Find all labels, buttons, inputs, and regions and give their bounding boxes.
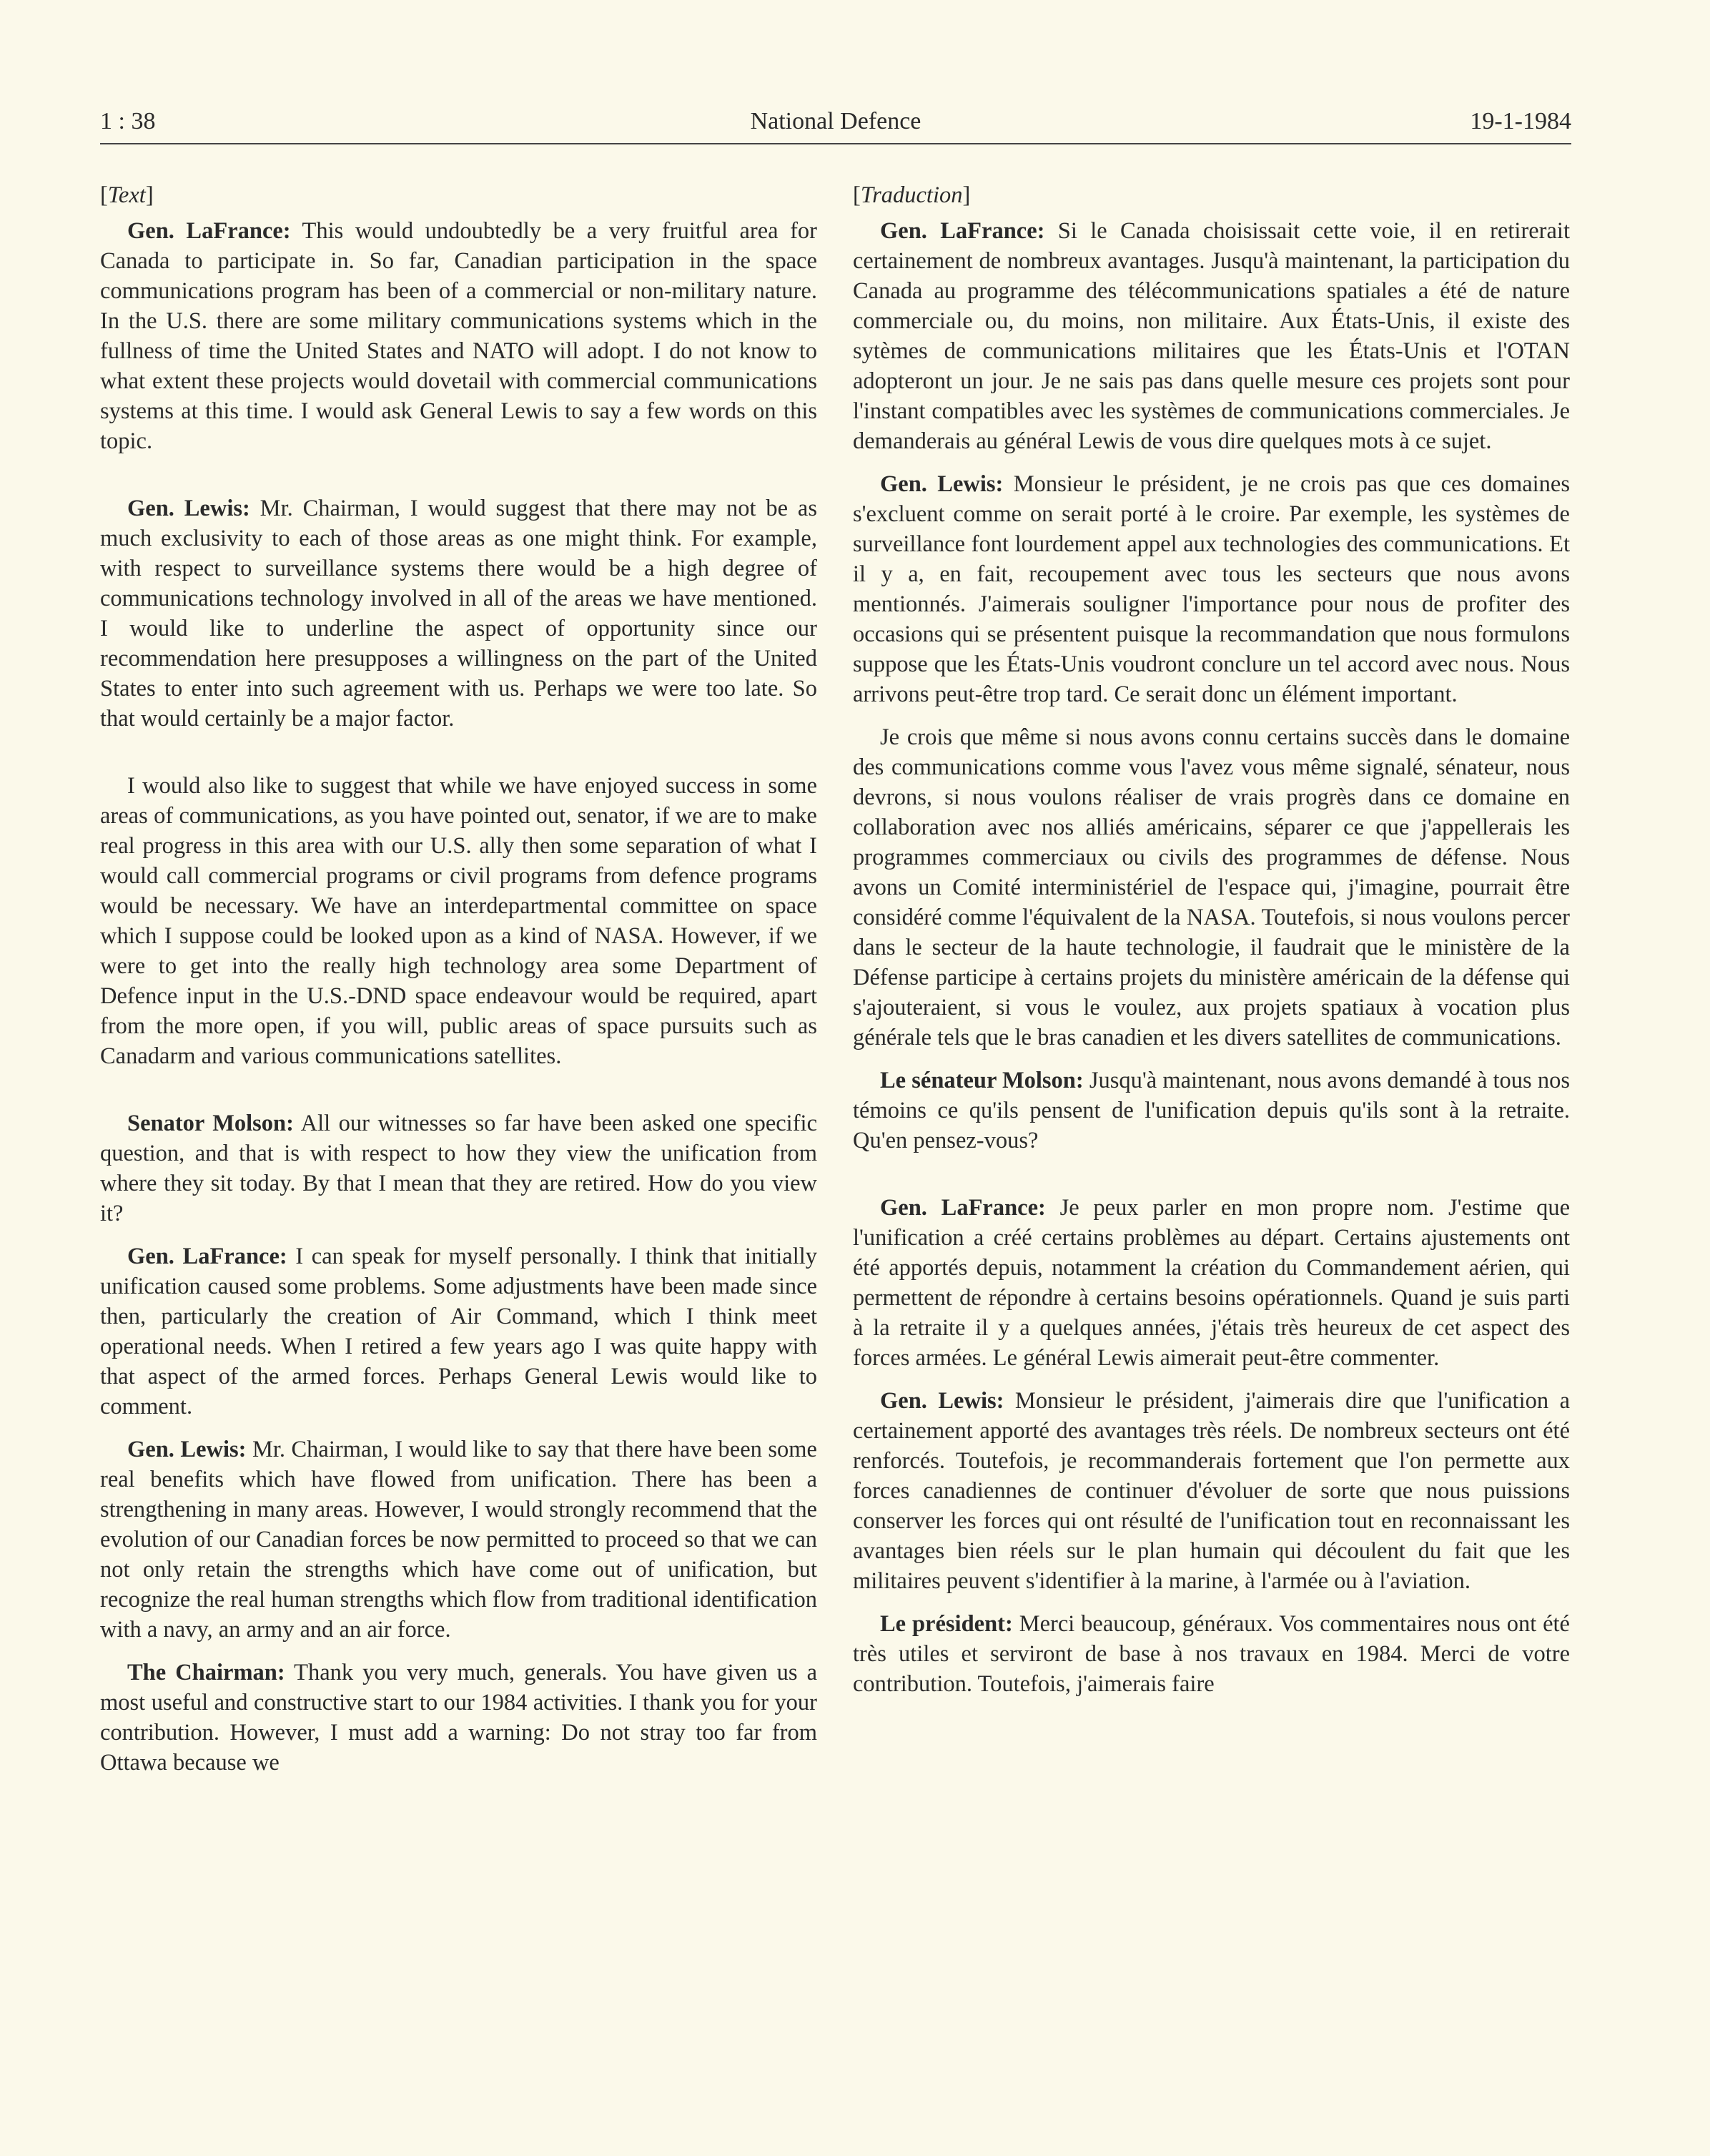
text-tag: [Text] [100,182,154,208]
paragraph-text: Jusqu'à maintenant, nous avons demandé à tous nos témoins ce qu'ils pensent de l'unification depuis qu'ils sont à la retraite. Qu'en pensez-vous? [853,1068,1570,1153]
paragraph [100,1241,817,1422]
paragraph-text: I would also like to suggest that while we have enjoyed success in some areas of communications, as you have pointed out, senator, if we are to make real progress in this area with our U.S. ally then some separation of what I would call commercial programs or civil programs from defence programs would be necessary. We have an interdepartmental committee on space which I suppose could be looked upon as a kind of NASA. However, if we were to get into the really high technology area some Department of Defence input in the U.S.-DND space endeavour would be required, apart from the more open, if you will, public areas of space pursuits such as Canadarm and various communications satellites. [100,773,817,1069]
speaker-name: Gen. LaFrance: [880,1195,1046,1221]
header-date: 19-1-1984 [1470,108,1571,134]
paragraph [853,1609,1570,1699]
paragraph-text: Monsieur le président, j'aimerais dire que l'unification a certainement apporté des avantages très réels. De nombreux secteurs ont été renforcés. Toutefois, je recommanderais fortement que l'on permette aux forces canadiennes de continuer d'évoluer de sorte que nous puissions conserver les forces qui ont résulté de l'unification tout en reconnaissant les avantages bien réels sur le plan humain qui découlent du fait que les militaires peuvent s'identifier à la marine, à l'armée ou à l'aviation. [853,1388,1570,1594]
paragraph [100,493,817,734]
header-title: National Defence [750,108,921,134]
speaker-name: Senator Molson: [127,1111,294,1136]
paragraph [100,216,817,456]
paragraph [100,1658,817,1778]
paragraph-text: Merci beaucoup, généraux. Vos commentaires nous ont été très utiles et serviront de base à nos travaux en 1984. Merci de votre contribution. Toutefois, j'aimerais faire [853,1611,1570,1697]
speaker-name: Le sénateur Molson: [880,1068,1084,1093]
paragraph [853,469,1570,709]
paragraph-text: Je peux parler en mon propre nom. J'estime que l'unification a créé certains problèmes au départ. Certains ajustements ont été apportés depuis, notamment la création du Commandement aérien, qui permettent de répondre à certains besoins opérationnels. Quand je suis parti à la retraite il y a quelques années, j'étais très heureux de cet aspect des forces armées. Le général Lewis aimerait peut-être commenter. [853,1195,1571,1371]
paragraph-text: Monsieur le président, je ne crois pas que ces domaines s'excluent comme on serait porté à le croire. Par exemple, les systèmes de surveillance font lourdement appel aux technologies des communications. Et il y a, en fait, recoupement avec tous les secteurs que nous avons mentionnés. J'aimerais souligner l'importance pour nous de profiter des occasions qui se présentent puisque la recommandation que nous formulons suppose que les États-Unis voudront conclure un tel accord avec nous. Nous arrivons peut-être trop tard. Ce serait donc un élément important. [853,471,1570,707]
paragraph [853,216,1570,456]
speaker-name: Gen. Lewis: [127,496,250,521]
speaker-name: Le président: [880,1611,1013,1637]
speaker-name: Gen. Lewis: [880,1388,1004,1414]
paragraph [100,1108,817,1229]
paragraph-text: All our witnesses so far have been asked one specific question, and that is with respect to how they view the unification from where they sit today. By that I mean that they are retired. How do you view it? [100,1111,817,1226]
paragraph-text: Je crois que même si nous avons connu certains succès dans le domaine des communications comme vous l'avez vous même signalé, sénateur, nous devrons, si nous voulons réaliser de vrais progrès dans ce domaine en collaboration avec nos alliés américains, séparer ce que j'appellerais les programmes commerciaux ou civils des programmes de défense. Nous avons un Comité interministériel de l'espace qui, j'imagine, pourrait être considéré comme l'équivalent de la NASA. Toutefois, si nous voulons percer dans le secteur de la haute technologie, il faudrait que le ministère de la Défense participe à certains projets du ministère américain de la défense qui s'ajouteraient, si vous le voulez, aux projets spatiaux à vocation plus générale tels que le bras canadien et les divers satellites de communications. [853,724,1570,1050]
french-column [853,180,1570,1712]
paragraph [100,1434,817,1645]
speaker-name: The Chairman: [127,1660,285,1685]
paragraph [853,1065,1570,1156]
paragraph [853,1386,1570,1596]
paragraph-text: I can speak for myself personally. I think that initially unification caused some problems. Some adjustments have been made since then, particularly the creation of Air Command, which I think meet operational needs. When I retired a few years ago I was quite happy with that aspect of the armed forces. Perhaps General Lewis would like to comment. [100,1244,818,1419]
speaker-name: Gen. LaFrance: [127,1244,287,1269]
paragraph [853,1193,1570,1373]
traduction-tag: [Traduction] [853,182,971,208]
english-column [100,180,817,1791]
speaker-name: Gen. LaFrance: [127,218,291,244]
paragraph [100,771,817,1071]
paragraph-text: Si le Canada choisissait cette voie, il en retirerait certainement de nombreux avantages. Jusqu'à maintenant, la participation du Canada au programme des télécommunications spatiales a été de nature commerciale ou, du moins, non militaire. Aux États-Unis, il existe des sytèmes de communications militaires que les États-Unis et l'OTAN adopteront un jour. Je ne sais pas dans quelle mesure ces projets sont pour l'instant compatibles avec les systèmes de communications commerciales. Je demanderais au général Lewis de vous dire quelques mots à ce sujet. [853,218,1570,454]
page-number: 1 : 38 [100,108,156,134]
speaker-name: Gen. LaFrance: [880,218,1045,244]
header-rule [100,143,1571,144]
paragraph-text: This would undoubtedly be a very fruitful area for Canada to participate in. So far, Canadian participation in the space communications program has been of a commercial or non-military nature. In the U.S. there are some military communications systems which in the fullness of time the United States and NATO will adopt. I do not know to what extent these projects would dovetail with commercial communications systems at this time. I would ask General Lewis to say a few words on this topic. [100,218,818,454]
paragraph [853,722,1570,1053]
running-header [100,106,1571,137]
paragraph-text: Thank you very much, generals. You have given us a most useful and constructive start to our 1984 activities. I thank you for your contribution. However, I must add a warning: Do not stray too far from Ottawa because we [100,1660,817,1776]
speaker-name: Gen. Lewis: [880,471,1004,497]
paragraph-text: Mr. Chairman, I would like to say that there have been some real benefits which have flowed from unification. There has been a strengthening in many areas. However, I would strongly recommend that the evolution of our Canadian forces be now permitted to proceed so that we can not only retain the strengths which have come out of unification, but recognize the real human strengths which flow from traditional identification with a navy, an army and an air force. [100,1437,817,1643]
paragraph-text: Mr. Chairman, I would suggest that there may not be as much exclusivity to each of those areas as one might think. For example, with respect to surveillance systems there would be a high degree of communications technology involved in all of the areas we have mentioned. I would like to underline the aspect of opportunity since our recommendation here presupposes a willingness on the part of the United States to enter into such agreement with us. Perhaps we were too late. So that would certainly be a major factor. [100,496,817,732]
speaker-name: Gen. Lewis: [127,1437,247,1462]
